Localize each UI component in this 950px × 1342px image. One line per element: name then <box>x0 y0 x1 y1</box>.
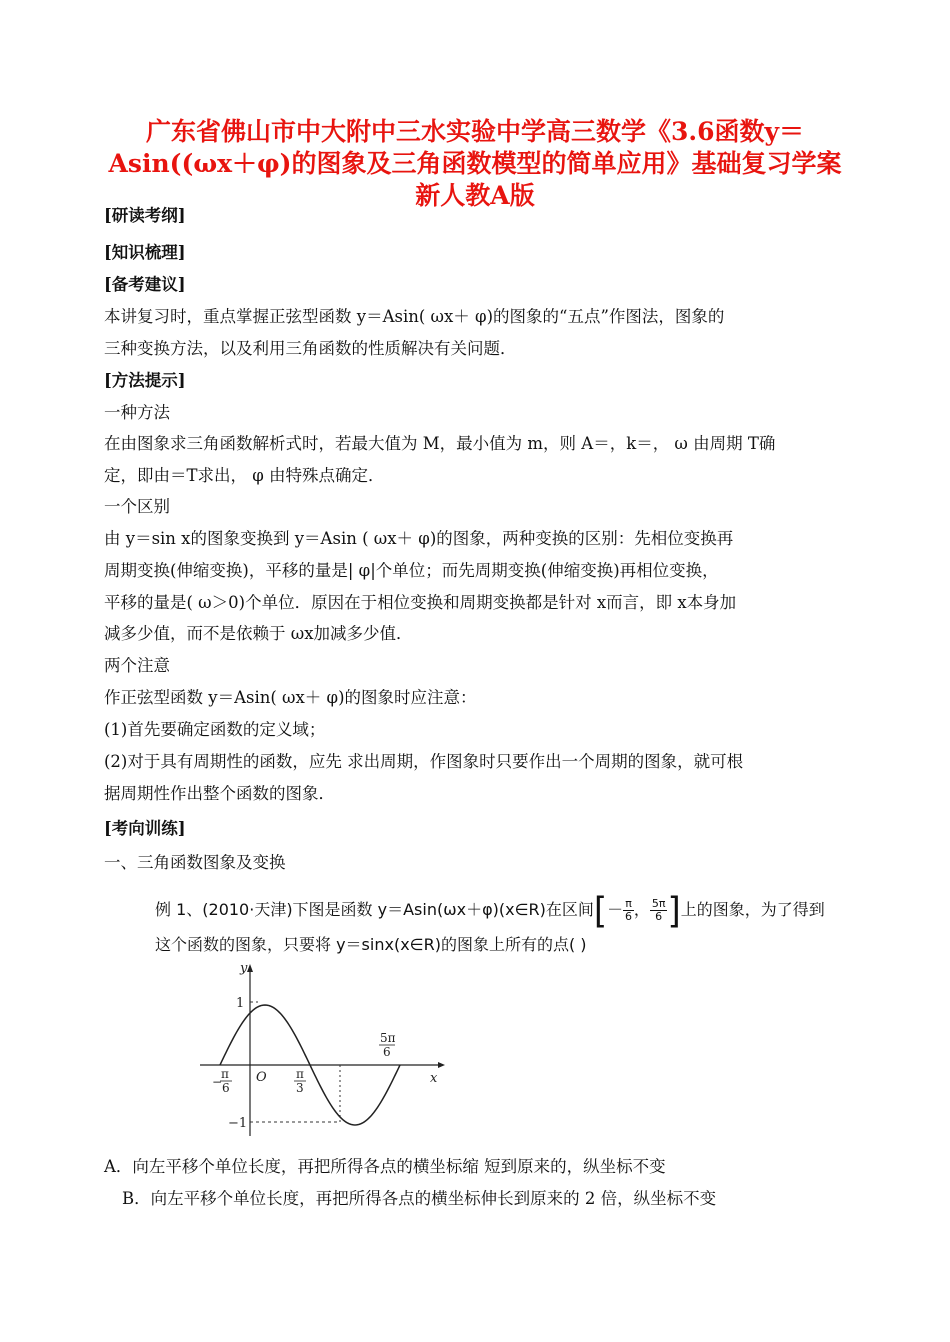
yizhong-heading: 一种方法 <box>104 403 170 422</box>
tick-neg-num: π <box>221 1067 229 1081</box>
interval-right-bracket: ] <box>667 889 681 932</box>
liangge-text-4: 据周期性作出整个函数的图象． <box>104 784 335 803</box>
liangge-text-2: (1)首先要确定函数的定义域； <box>104 720 326 739</box>
title-line-3: 新人教A版 <box>415 181 535 210</box>
yige-text-4: 减多少值，而不是依赖于 ωx加减多少值． <box>104 624 413 643</box>
title-line-2: Asin((ωx＋φ)的图象及三角函数模型的简单应用》基础复习学案 <box>108 149 842 178</box>
beikao-text-1: 本讲复习时，重点掌握正弦型函数 y＝Asin( ωx＋ φ)的图象的“五点”作图法，图象的 <box>104 307 725 326</box>
tick-neg-sign: − <box>212 1075 223 1089</box>
tick-mid-den: 3 <box>296 1081 304 1095</box>
interval-comma: ， <box>633 900 650 919</box>
option-b: B．向左平移个单位长度，再把所得各点的横坐标伸长到原来的 2 倍，纵坐标不变 <box>122 1189 717 1208</box>
origin-label: O <box>256 1070 267 1085</box>
example-line-1-end: 上的图象，为了得到 <box>680 900 825 919</box>
section-zhishi: [知识梳理] <box>104 243 186 262</box>
tick-mid-num: π <box>296 1067 304 1081</box>
tick-right-den: 6 <box>383 1045 391 1059</box>
fraction-5pi-6: $\frac{5\pi}{6}$ <box>651 897 666 923</box>
option-a: A．向左平移个单位长度，再把所得各点的横坐标缩 短到原来的，纵坐标不变 <box>104 1157 666 1176</box>
example-line-2: 这个函数的图象，只要将 y＝sinx(x∈R)的图象上所有的点( ) <box>155 934 587 954</box>
liangge-text-1: 作正弦型函数 y＝Asin( ωx＋ φ)的图象时应注意： <box>104 688 477 707</box>
y-axis-label: y <box>240 961 248 976</box>
example-problem <box>155 889 825 962</box>
section-yandu: [研读考纲] <box>104 206 186 225</box>
interval-left-bracket: [ <box>593 889 608 932</box>
x-axis-arrow <box>438 1062 445 1068</box>
yige-text-1: 由 y＝sin x的图象变换到 y＝Asin ( ωx＋ φ)的图象，两种变换的区别：先相位变换再 <box>104 529 734 548</box>
yige-text-3: 平移的量是( ω＞0)个单位．原因在于相位变换和周期变换都是针对 x而言，即 x本身加 <box>104 593 737 612</box>
example-line-1-start: 例 1、(2010·天津)下图是函数 y＝Asin(ωx＋φ)(x∈R)在区间 <box>155 900 594 919</box>
yige-heading: 一个区别 <box>104 497 170 516</box>
yizhong-text-1: 在由图象求三角函数解析式时，若最大值为 M，最小值为 m，则 A＝，k＝， ω 由周期 T确 <box>104 434 776 453</box>
title-line-1: 广东省佛山市中大附中三水实验中学高三数学《3.6函数y＝ <box>145 117 805 146</box>
subsection-one: 一、三角函数图象及变换 <box>104 853 286 872</box>
yizhong-text-2: 定，即由＝T求出， φ 由特殊点确定． <box>104 466 385 485</box>
y-max-label: 1 <box>236 996 245 1011</box>
y-min-label: −1 <box>228 1116 248 1131</box>
frac1-sign: － <box>607 900 624 919</box>
tick-neg-den: 6 <box>222 1081 230 1095</box>
beikao-text-2: 三种变换方法，以及利用三角函数的性质解决有关问题． <box>104 339 517 358</box>
document-title <box>60 116 890 212</box>
example-line-1 <box>155 889 825 932</box>
sine-graph <box>190 958 450 1143</box>
liangge-text-3: (2)对于具有周期性的函数，应先 求出周期，作图象时只要作出一个周期的图象，就可根 <box>104 752 744 771</box>
section-fangfa: [方法提示] <box>104 371 186 390</box>
liangge-heading: 两个注意 <box>104 656 170 675</box>
section-beikao: [备考建议] <box>104 275 186 294</box>
section-kaoxiang: [考向训练] <box>104 819 186 838</box>
yige-text-2: 周期变换(伸缩变换)，平移的量是| φ|个单位；而先周期变换(伸缩变换)再相位变换， <box>104 561 719 580</box>
x-axis-label: x <box>430 1071 438 1086</box>
fraction-neg-pi-6: $\frac{\pi}{6}$ <box>625 897 632 923</box>
y-axis-arrow <box>247 964 253 972</box>
tick-right-num: 5π <box>380 1031 396 1045</box>
